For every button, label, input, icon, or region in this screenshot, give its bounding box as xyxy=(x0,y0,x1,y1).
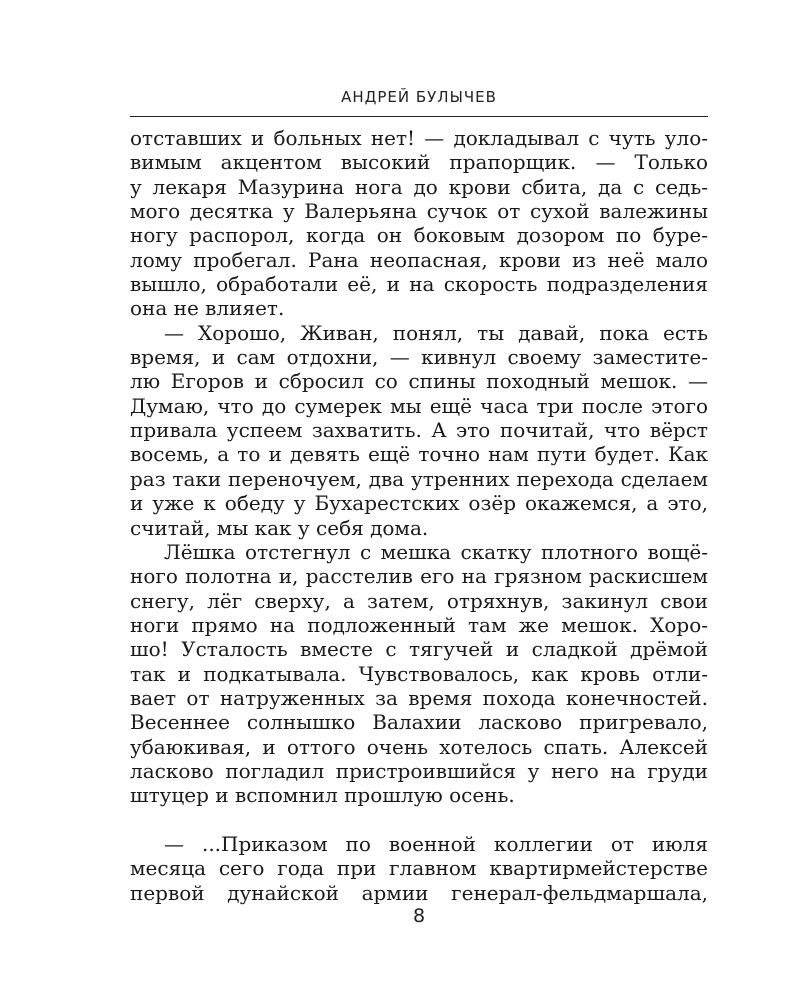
text-line: ноги прямо на подложенный там же мешок. Хоро- xyxy=(130,612,708,637)
text-line: время, и сам отдохни, — кивнул своему заместите- xyxy=(130,345,708,370)
text-line: Думаю, что до сумерек мы ещё часа три после этого xyxy=(130,393,708,418)
text-line: восемь, а то и девять ещё точно нам пути будет. Как xyxy=(130,442,708,467)
text-line: — Хорошо, Живан, понял, ты давай, пока есть xyxy=(164,320,708,345)
text-line: она не влияет. xyxy=(130,296,285,321)
running-head: АНДРЕЙ БУЛЫЧЕВ xyxy=(341,88,497,106)
text-line: вимым акцентом высокий прапорщик. — Только xyxy=(130,150,708,175)
text-line: лю Егоров и сбросил со спины походный мешок. — xyxy=(130,369,708,394)
text-line: убаюкивая, и оттого очень хотелось спать. Алексей xyxy=(130,734,708,759)
text-line: первой дунайской армии генерал-фельдмаршала, xyxy=(130,880,708,905)
text-line: вышло, обработали её, и на скорость подразделения xyxy=(130,272,708,297)
text-line: у лекаря Мазурина нога до крови сбита, да с седь- xyxy=(130,174,708,199)
text-line: раз таки переночуем, два утренних перехода сделаем xyxy=(130,466,708,491)
text-line: штуцер и вспомнил прошлую осень. xyxy=(130,783,515,808)
text-line: Лёшка отстегнул с мешка скатку плотного вощё- xyxy=(164,539,708,564)
text-line: и уже к обеду у Бухарестских озёр окажемся, а это, xyxy=(130,491,708,516)
paragraph-gap xyxy=(130,808,708,832)
text-line: шо! Усталость вместе с тягучей и сладкой дрёмой xyxy=(130,637,708,662)
page-number: 8 xyxy=(412,905,426,927)
book-page xyxy=(130,0,708,1000)
text-line: — ...Приказом по военной коллегии от июля xyxy=(164,831,708,856)
text-line: привала успеем захватить. А это почитай, что вёрст xyxy=(130,418,708,443)
text-line: ногу распорол, когда он боковым дозором по буре- xyxy=(130,223,708,248)
text-line: месяца сего года при главном квартирмейстерстве xyxy=(130,856,708,881)
text-line: ного полотна и, расстелив его на грязном раскисшем xyxy=(130,564,708,589)
text-line: снегу, лёг сверху, а затем, отряхнув, закинул свои xyxy=(130,588,708,613)
text-line: лому пробегал. Рана неопасная, крови из неё мало xyxy=(130,247,708,272)
header-rule xyxy=(130,116,708,117)
text-line: ласково погладил пристроившийся у него на груди xyxy=(130,758,708,783)
text-line: так и подкатывала. Чувствовалось, как кровь отли- xyxy=(130,661,708,686)
text-line: вает от натруженных за время похода конечностей. xyxy=(130,685,708,710)
text-line: Весеннее солнышко Валахии ласково пригревало, xyxy=(130,710,708,735)
body-text xyxy=(130,126,708,905)
text-line: считай, мы как у себя дома. xyxy=(130,515,429,540)
text-line: мого десятка у Валерьяна сучок от сухой валежины xyxy=(130,199,708,224)
text-line: отставших и больных нет! — докладывал с чуть уло- xyxy=(130,126,708,150)
